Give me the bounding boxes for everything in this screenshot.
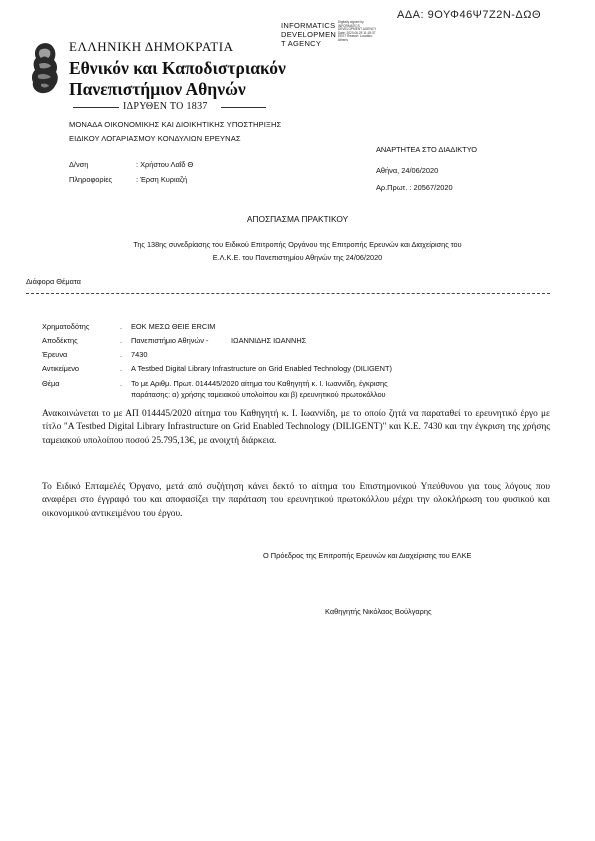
field-topic-sep: . xyxy=(120,379,123,388)
various-matters-heading: Διάφορα Θέματα xyxy=(26,277,81,286)
signer-name: Καθηγητής Νικόλαος Βούλγαρης xyxy=(325,607,432,616)
address-label: Δ/νση xyxy=(69,160,89,169)
announcement-paragraph: Ανακοινώνεται το με ΑΠ 014445/2020 αίτημα του Καθηγητή κ. Ι. Ιωαννίδη, με το οποίο ζητά να παραταθεί το ερευνητικό έργο με τίτλο "A Testbed Digital Library Infrastructure on Grid Enabled Technology (DILIGENT)" και Κ.Ε. 7430 και την έγκριση της χρήσης ταμειακού υπολοίπου ποσού 25.795,13€, με ανοιχτή διάρκεια. xyxy=(42,409,550,446)
ada-code: ΑΔΑ: 9ΟΥΦ46Ψ7Ζ2Ν-ΔΩΘ xyxy=(397,9,542,21)
university-name-line-1: Εθνικόν και Καποδιστριακόν xyxy=(69,58,286,78)
address-value: : Χρήστου Λαΐδ Θ xyxy=(136,160,194,169)
field-funder-label: Χρηματοδότης xyxy=(42,322,90,331)
signature-details: Digitally signed by INFORMATICS DEVELOPMENT AGENCY Date: 2020.06.25 11:18:37 EEST Reason: Location: Athens xyxy=(338,20,377,42)
university-name-line-2: Πανεπιστήμιον Αθηνών xyxy=(69,79,246,99)
unit-name-line-2: ΕΙΔΙΚΟΥ ΛΟΓΑΡΙΑΣΜΟΥ ΚΟΝΔΥΛΙΩΝ ΕΡΕΥΝΑΣ xyxy=(69,134,241,143)
field-research-label: Έρευνα xyxy=(42,350,68,359)
posted-online-note: ΑΝΑΡΤΗΤΕΑ ΣΤΟ ΔΙΑΔΙΚΤΥΟ xyxy=(376,145,477,154)
unit-name-line-1: ΜΟΝΑΔΑ ΟΙΚΟΝΟΜΙΚΗΣ ΚΑΙ ΔΙΟΙΚΗΤΙΚΗΣ ΥΠΟΣΤΗΡΙΞΗΣ xyxy=(69,120,282,129)
field-topic-value: Το με Αριθμ. Πρωτ. 014445/2020 αίτημα του Καθηγητή κ. Ι. Ιωαννίδη, έγκρισης xyxy=(131,379,388,388)
intro-line-2: Ε.Λ.Κ.Ε. του Πανεπιστημίου Αθηνών της 24/06/2020 xyxy=(212,253,383,262)
field-funder-sep: . xyxy=(120,322,123,331)
field-topic-label: Θέμα xyxy=(42,379,60,388)
info-value: : Έρση Κυριαζή xyxy=(136,175,188,184)
field-subject-label: Αντικείμενο xyxy=(42,364,80,373)
signer-role: Ο Πρόεδρος της Επιτροπής Ερευνών και Διαχείρισης του ΕΛΚΕ xyxy=(263,551,472,560)
info-label: Πληροφορίες xyxy=(69,175,113,184)
field-recipient-person: ΙΩΑΝΝΙΔΗΣ ΙΩΑΝΝΗΣ xyxy=(231,336,307,345)
document-date: Αθήνα, 24/06/2020 xyxy=(376,166,439,175)
dashed-separator xyxy=(26,293,550,294)
field-subject-sep: . xyxy=(120,364,123,373)
field-recipient-value: Πανεπιστήμιο Αθηνών - xyxy=(131,336,209,345)
field-topic-value-cont: παράτασης: α) χρήσης ταμειακού υπολοίπου και β) ερευνητικού πρωτοκόλλου xyxy=(131,390,386,399)
founded-rule-right xyxy=(221,107,266,108)
field-research-value: 7430 xyxy=(131,350,148,359)
field-recipient-label: Αποδέκτης xyxy=(42,336,78,345)
athena-emblem-icon xyxy=(28,42,62,96)
signer-line-2: DEVELOPMEN xyxy=(281,30,337,39)
field-research-sep: . xyxy=(120,350,123,359)
signer-line-1: INFORMATICS xyxy=(281,21,336,30)
protocol-number: Αρ.Πρωτ. : 20567/2020 xyxy=(376,183,453,192)
field-recipient-sep: . xyxy=(120,336,123,345)
republic-heading: ΕΛΛΗΝΙΚΗ ΔΗΜΟΚΡΑΤΙΑ xyxy=(69,39,234,54)
intro-line-1: Της 138ης συνεδρίασης του Ειδικού Επιτροπής Οργάνου της Επιτροπής Ερευνών και Διαχείρισης του xyxy=(133,240,462,249)
decision-paragraph: Το Ειδικό Επταμελές Όργανο, μετά από συζήτηση κάνει δεκτό το αίτημα του Επιστημονικού Υπεύθυνου για τους λόγους που αναφέρει στο έγγραφό του και αποφασίζει την παράταση του ερευνητικού πρωτοκόλλου μέχρι την ολοκλήρωση του φυσικού και οικονομικού αντικειμένου του έργου. xyxy=(42,482,550,519)
digital-signature-block xyxy=(281,20,377,48)
founded-year: ΙΔΡΥΘΕΝ ΤΟ 1837 xyxy=(123,101,208,112)
signer-line-3: T AGENCY xyxy=(281,39,322,48)
field-funder-value: ΕΟΚ ΜΕΣΩ ΘΕΙΕ ERCIM xyxy=(131,322,216,331)
founded-rule-left xyxy=(73,107,119,108)
document-title: ΑΠΟΣΠΑΣΜΑ ΠΡΑΚΤΙΚΟΥ xyxy=(246,214,349,224)
field-subject-value: A Testbed Digital Library Infrastructure on Grid Enabled Technology (DILIGENT) xyxy=(131,364,392,373)
